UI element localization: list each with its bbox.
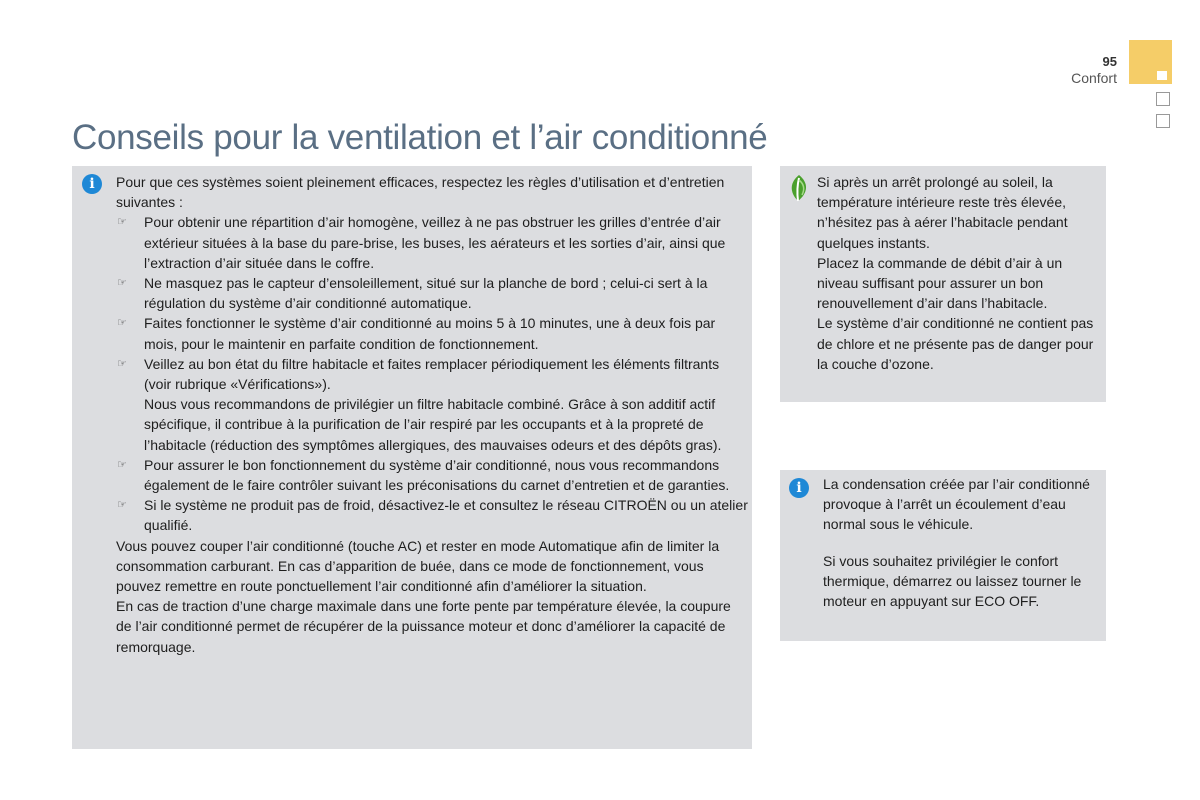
pointing-hand-icon: ☞ <box>117 317 127 330</box>
pointing-hand-icon: ☞ <box>117 216 127 229</box>
eco-tips-panel <box>780 166 1106 402</box>
list-item-text: Si le système ne produit pas de froid, désactivez-le et consultez le réseau CITROËN ou un atelier qualifié. <box>144 497 748 534</box>
eco-leaf-icon <box>788 174 810 204</box>
page-number: 95 <box>1102 54 1117 69</box>
list-item <box>116 212 748 273</box>
list-item <box>116 273 748 313</box>
info-paragraph: Si vous souhaitez privilégier le confort thermique, démarrez ou laissez tourner le moteur en appuyant sur ECO OFF. <box>823 552 1082 610</box>
info-paragraph: La condensation créée par l’air conditionné provoque à l’arrêt un écoulement d’eau normal sous le véhicule. <box>823 476 1090 533</box>
list-item-text: Ne masquez pas le capteur d’ensoleillement, situé sur la planche de bord ; celui-ci sert à la régulation du système d’air conditionné automatique. <box>144 275 708 312</box>
condensation-info-text <box>823 474 1099 611</box>
pointing-hand-icon: ☞ <box>117 458 127 471</box>
list-item-text: Veillez au bon état du filtre habitacle et faites remplacer périodiquement les éléments filtrants (voir rubrique «Vérifications»). <box>144 355 720 393</box>
info-icon: i <box>82 174 102 194</box>
eco-paragraph: Placez la commande de débit d’air à un niveau suffisant pour assurer un bon renouvellement d’air dans l’habitacle. <box>817 254 1063 312</box>
list-item <box>116 354 748 455</box>
condensation-info-panel <box>780 470 1106 641</box>
chapter-tab-marker <box>1157 71 1167 80</box>
intro-paragraph: Pour que ces systèmes soient pleinement efficaces, respectez les règles d’utilisation et d’entretien suivantes : <box>116 174 725 211</box>
list-item-text: Pour obtenir une répartition d’air homogène, veillez à ne pas obstruer les grilles d’entrée d’air extérieur situées à la base du pare-brise, les buses, les aérateurs et les sorties d’air, ainsi que l’extraction d’air située dans le coffre. <box>144 214 726 271</box>
chapter-tab-3[interactable] <box>1156 114 1170 128</box>
pointing-hand-icon: ☞ <box>117 277 127 290</box>
outro-paragraph: En cas de traction d’une charge maximale dans une forte pente par température élevée, la coupure de l’air conditionné permet de récupérer de la puissance moteur et donc d’améliorer la capacité de remorquage. <box>116 598 731 655</box>
list-item-text: Pour assurer le bon fonctionnement du système d’air conditionné, nous vous recommandons également de le faire contrôler suivant les préconisations du carnet d’entretien et de garanties. <box>144 456 730 494</box>
list-item <box>116 313 748 353</box>
chapter-tab-active[interactable] <box>1129 40 1172 84</box>
info-icon: i <box>789 478 809 498</box>
list-item-text: Nous vous recommandons de privilégier un filtre habitacle combiné. Grâce à son additif actif spécifique, il contribue à la purification de l’air respiré par les occupants et à la propreté de l’habitacle (réduction des symptômes allergiques, des mauvaises odeurs et des dépôts gras). <box>144 396 722 453</box>
main-advice-text <box>116 172 748 657</box>
list-item-text: Faites fonctionner le système d’air conditionné au moins 5 à 10 minutes, une à deux fois par mois, pour le maintenir en parfaite condition de fonctionnement. <box>144 315 716 352</box>
outro-paragraph: Vous pouvez couper l’air conditionné (touche AC) et rester en mode Automatique afin de limiter la consommation carburant. En cas d’apparition de buée, dans ce mode de fonctionnement, vous pouvez remettre en route ponctuellement l’air conditionné afin d’améliorer la situation. <box>116 537 720 595</box>
chapter-tab-2[interactable] <box>1156 92 1170 106</box>
eco-paragraph: Si après un arrêt prolongé au soleil, la température intérieure reste très élevée, n’hésitez pas à aérer l’habitacle pendant quelques instants. <box>817 174 1068 251</box>
eco-tips-text <box>817 172 1099 374</box>
eco-paragraph: Le système d’air conditionné ne contient pas de chlore et ne présente pas de danger pour la couche d’ozone. <box>817 315 1094 372</box>
advice-list <box>116 212 748 535</box>
list-item <box>116 495 748 535</box>
list-item <box>116 455 748 495</box>
pointing-hand-icon: ☞ <box>117 499 127 512</box>
main-advice-panel <box>72 166 752 749</box>
section-label: Confort <box>1071 70 1117 86</box>
page-title: Conseils pour la ventilation et l’air conditionné <box>72 118 768 157</box>
pointing-hand-icon: ☞ <box>117 357 127 370</box>
